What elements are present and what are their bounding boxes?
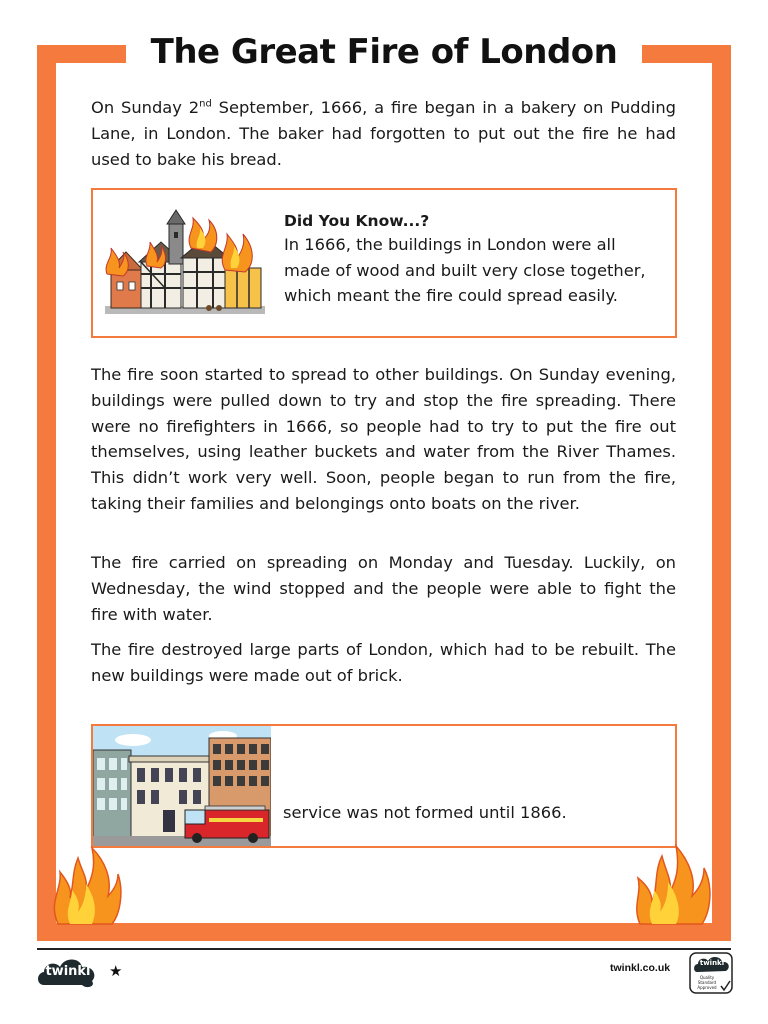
twinkl-logo[interactable] (36, 955, 98, 989)
ordinal-suffix: nd (199, 98, 212, 110)
star-icon[interactable]: ★ (109, 962, 123, 980)
site-url[interactable]: twinkl.co.uk (610, 962, 671, 974)
footer-divider (37, 948, 731, 950)
fire-service-fact-box (91, 724, 677, 848)
paragraph-wednesday: The fire carried on spreading on Monday and Tuesday. Luckily, on Wednesday, the wind stopped and the people were able to fight the fire with water. (91, 553, 676, 624)
intro-paragraph (91, 95, 676, 172)
intro-text-end: September, 1666, a fire began in a bakery on Pudding Lane, in London. The baker had forgotten to put out the fire he had used to bake his bread. (91, 98, 676, 169)
did-you-know-heading: Did You Know...? (284, 212, 430, 230)
paragraph-spread: The fire soon started to spread to other buildings. On Sunday evening, buildings were pulled down to try and stop the fire spreading. There were no firefighters in 1666, so people had to try to put the fire out themselves, using leather buckets and water from the River Thames. This didn’t work very well. Soon, people began to run from the fire, taking their families and belongings onto boats on the river. (91, 365, 676, 513)
burning-houses-illustration (105, 208, 265, 318)
flame-left-icon (52, 832, 122, 927)
paragraph-rebuilt: The fire destroyed large parts of London, which had to be rebuilt. The new buildings were made out of brick. (91, 640, 676, 685)
did-you-know-body: In 1666, the buildings in London were all made of wood and built very close together, which meant the fire could spread easily. (284, 235, 646, 305)
fire-service-fact-text: service was not formed until 1866. (283, 803, 567, 822)
title-banner (126, 20, 642, 84)
badge-caption-text: Quality Standard Approved (697, 975, 717, 990)
modern-street-fire-engine-illustration (93, 726, 271, 846)
page-title: The Great Fire of London (150, 32, 618, 72)
logo-text: twinkl (45, 964, 91, 979)
badge-brand-text: twinkl (699, 959, 725, 967)
did-you-know-text (284, 212, 664, 309)
quality-badge (689, 952, 733, 994)
flame-right-icon (632, 832, 712, 927)
did-you-know-box (91, 188, 677, 338)
intro-text-start: On Sunday 2 (91, 98, 200, 117)
